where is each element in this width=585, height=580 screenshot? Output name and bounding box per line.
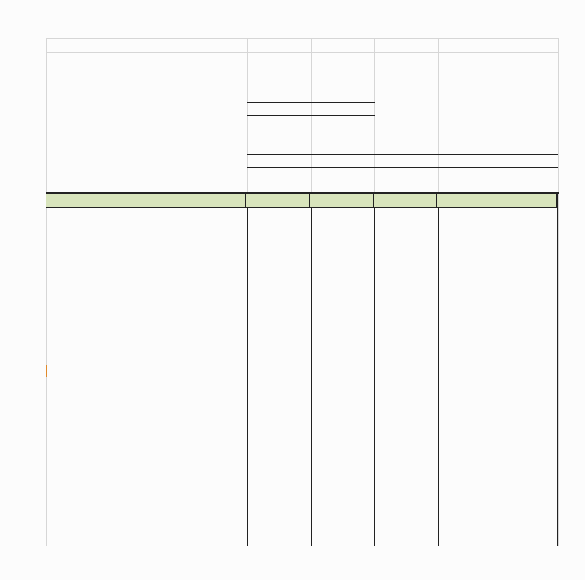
grid-line	[558, 38, 559, 546]
table-border	[46, 194, 558, 546]
form-title-row	[46, 38, 558, 53]
column-separator	[311, 207, 312, 546]
selection-marker	[46, 365, 47, 377]
header-remarks	[439, 194, 557, 207]
reference-field[interactable]	[247, 102, 375, 103]
header-item	[46, 194, 246, 207]
header-variance	[375, 194, 437, 207]
project-title-field[interactable]	[247, 154, 558, 155]
date-receipt-field[interactable]	[247, 115, 375, 116]
table-header-row	[46, 194, 558, 208]
column-separator	[438, 207, 439, 546]
header-actual	[312, 194, 374, 207]
grid-line	[46, 38, 47, 546]
header-projected	[248, 194, 310, 207]
column-separator	[247, 207, 248, 546]
column-separator	[374, 207, 375, 546]
project-date-field[interactable]	[247, 167, 558, 168]
